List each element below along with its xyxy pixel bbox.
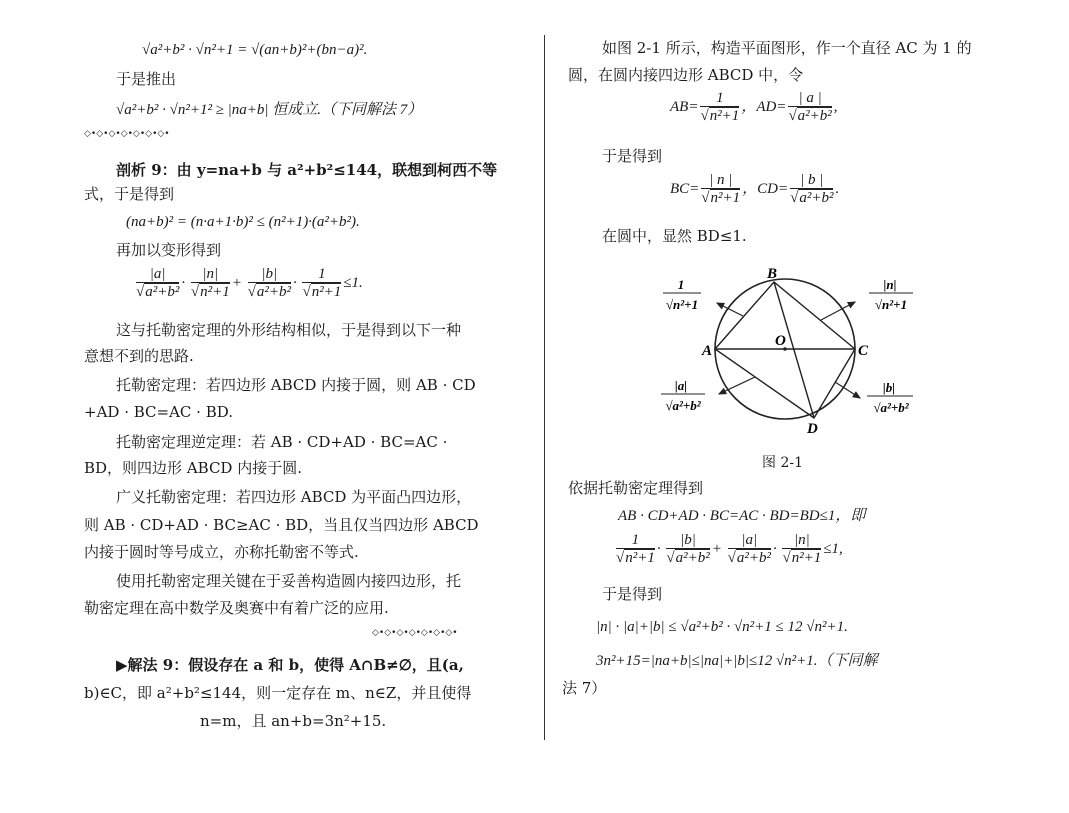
equation-cauchy: (na+b)² = (n·a+1·b)² ≤ (n²+1)·(a²+b²). [126,214,360,230]
analysis9-text: 剖析 9：由 y=na+b 与 a²+b²≤144，联想到柯西不等 [116,161,498,179]
label-cd-den: √a²+b² [873,400,909,415]
text-get2: 于是得到 [602,585,663,603]
punctuation: . [835,180,840,197]
bc-label: BC= [670,180,700,197]
intro-line1: 如图 2-1 所示，构造平面图形，作一个直径 AC 为 1 的 [602,39,972,57]
fraction [728,532,771,567]
usage-1: 使用托勒密定理关键在于妥善构造圆内接四边形，托 [116,572,462,590]
ptolemy-theorem-1: 托勒密定理：若四边形 ABCD 内接于圆，则 AB · CD [116,376,476,394]
fraction-numerator: | n | [701,172,740,189]
radicand: n²+1 [311,284,342,300]
point-c-label: C [858,343,869,359]
equation-ptolemy-applied: AB · CD+AD · BC=AC · BD=BD≤1，即 [618,508,866,524]
equation-fraction-inequality: $\frac{|a|}{\text{√a²+b²}}$ · $\frac{|n|}{\text{√n²+1}}$ + $\frac{|b|}{\text{√a²+b²}}$ · $\frac{1}{\text{√n²+1}}$ ≤1. [136,266,363,300]
punctuation: , [833,98,838,115]
equation-bc-cd [670,172,839,207]
label-bc-den: √n²+1 [874,297,908,312]
fraction [790,172,833,207]
fraction-numerator: 1 [700,90,739,107]
fraction-denominator: √n²+1 [302,284,342,300]
equation-final1: |n| · |a|+|b| ≤ √a²+b² · √n²+1 ≤ 12 √n²+1. [596,619,848,635]
figure-cyclic-quadrilateral [655,258,925,438]
text-by-ptolemy: 依据托勒密定理得到 [568,479,704,497]
fraction [136,266,179,301]
equation-final2-continued: 法 7） [562,679,607,697]
label-ab-num: 1 [677,277,685,292]
point-o-label: O [775,333,786,349]
fraction [700,90,739,125]
equation-final2: 3n²+15=|na+b|≤|na|+|b|≤12 √n²+1.（下同解 [596,653,878,669]
ab-label: AB= [670,98,699,115]
analysis9-line1 [116,160,497,180]
radicand: a²+b² [145,284,180,300]
fraction-numerator: |b| [248,266,291,283]
radicand: n²+1 [200,284,230,300]
equation-inequality: √a²+b² · √n²+1² ≥ |na+b| 恒成立.（下同解法 7） [116,102,423,118]
ptolemy-converse-1: 托勒密定理逆定理：若 AB · CD+AD · BC=AC · [116,433,448,451]
inequality-tail: ≤1, [823,540,843,557]
fraction [666,532,709,567]
label-ab-den: √n²+1 [665,297,699,312]
fraction-denominator: √n²+1 [190,284,230,300]
fraction-denominator: √a²+b² [790,190,834,206]
text-get1: 于是得到 [602,147,663,165]
inequality-tail: ≤1. [343,274,363,291]
fraction [616,532,655,567]
usage-2: 勒密定理在高中数学及奥赛中有着广泛的应用. [84,599,389,617]
fraction-denominator: √a²+b² [788,108,832,124]
solution9-line3: n=m，且 an+b=3n²+15. [200,712,387,730]
radicand: n²+1 [710,190,741,206]
fraction-denominator: √n²+1 [700,108,740,124]
radicand: a²+b² [256,284,291,300]
fraction-denominator: √a²+b² [666,550,710,566]
ptolemy-general-1: 广义托勒密定理：若四边形 ABCD 为平面凸四边形， [116,488,472,506]
radicand: n²+1 [625,550,655,566]
fraction-numerator: 1 [302,266,341,283]
label-cd-num: |b| [882,380,896,395]
ptolemy-general-3: 内接于圆时等号成立，亦称托勒密不等式. [84,543,359,561]
fraction-numerator: |a| [136,266,179,283]
ptolemy-converse-2: BD，则四边形 ABCD 内接于圆. [84,459,302,477]
radicand: a²+b² [675,550,710,566]
fraction-denominator: √a²+b² [136,284,180,300]
label-ad-num: |a| [674,378,688,393]
figure-caption: 图 2-1 [762,455,803,471]
fraction-numerator: |n| [782,532,821,549]
solution9-line2: b)∈C，即 a²+b²≤144，则一定存在 m、n∈Z，并且使得 [84,684,472,702]
column-divider [544,35,545,740]
label-bc-num: |n| [883,277,897,292]
radicand: n²+1 [709,108,740,124]
label-ad-den: √a²+b² [665,398,701,413]
para-similar-2: 意想不到的思路. [84,347,194,365]
fraction [248,266,291,301]
point-b-label: B [767,266,778,282]
fraction-denominator: √a²+b² [727,550,771,566]
fraction [782,532,821,567]
equation-identity: √a²+b² · √n²+1 = √(an+b)²+(bn−a)². [142,42,368,58]
text-transform: 再加以变形得到 [116,241,222,259]
fraction-numerator: |n| [191,266,230,283]
fraction-numerator: |b| [666,532,709,549]
fraction-denominator: √n²+1 [616,550,655,566]
point-d-label: D [807,421,818,437]
fraction-denominator: √a²+b² [247,284,291,300]
cd-label: ，CD= [742,180,789,197]
radicand: a²+b² [797,108,832,124]
equation-fraction-ptolemy: $\frac{1}{\text{√n²+1}}$ · $\frac{|b|}{\text{√a²+b²}}$ + $\frac{|a|}{\text{√a²+b²}}$ · $\frac{|n|}{\text{√n²+1}}$ ≤1, [616,532,843,566]
analysis9-line2: 式，于是得到 [84,185,175,203]
point-a-label: A [702,343,713,359]
text-push: 于是推出 [116,70,177,88]
equation-ab-ad [670,90,838,125]
fraction-numerator: |a| [728,532,771,549]
radicand: n²+1 [791,550,822,566]
fraction-denominator: √n²+1 [782,550,822,566]
fraction-numerator: | b | [790,172,833,189]
ptolemy-theorem-2: +AD · BC=AC · BD. [84,403,233,421]
fraction-numerator: 1 [616,532,655,549]
fraction-numerator: | a | [788,90,831,107]
solution9-line1: ▶解法 9：假设存在 a 和 b，使得 A∩B≠∅，且(a, [116,656,464,674]
ornament-divider: ◇•◇•◇•◇•◇•◇•◇• [372,628,458,638]
fraction [302,266,341,301]
fraction [701,172,740,207]
text-circle: 在圆中，显然 BD≤1. [602,227,747,245]
intro-line2: 圆，在圆内接四边形 ABCD 中，令 [568,66,804,84]
fraction [191,266,230,301]
radicand: a²+b² [799,190,834,206]
ptolemy-general-2: 则 AB · CD+AD · BC≥AC · BD，当且仅当四边形 ABCD [84,516,479,534]
fraction-denominator: √n²+1 [701,190,741,206]
radicand: a²+b² [736,550,771,566]
para-similar-1: 这与托勒密定理的外形结构相似，于是得到以下一种 [116,321,462,339]
fraction [788,90,831,125]
ad-label: ，AD= [741,98,787,115]
ornament-divider: ◇•◇•◇•◇•◇•◇•◇• [84,129,170,139]
